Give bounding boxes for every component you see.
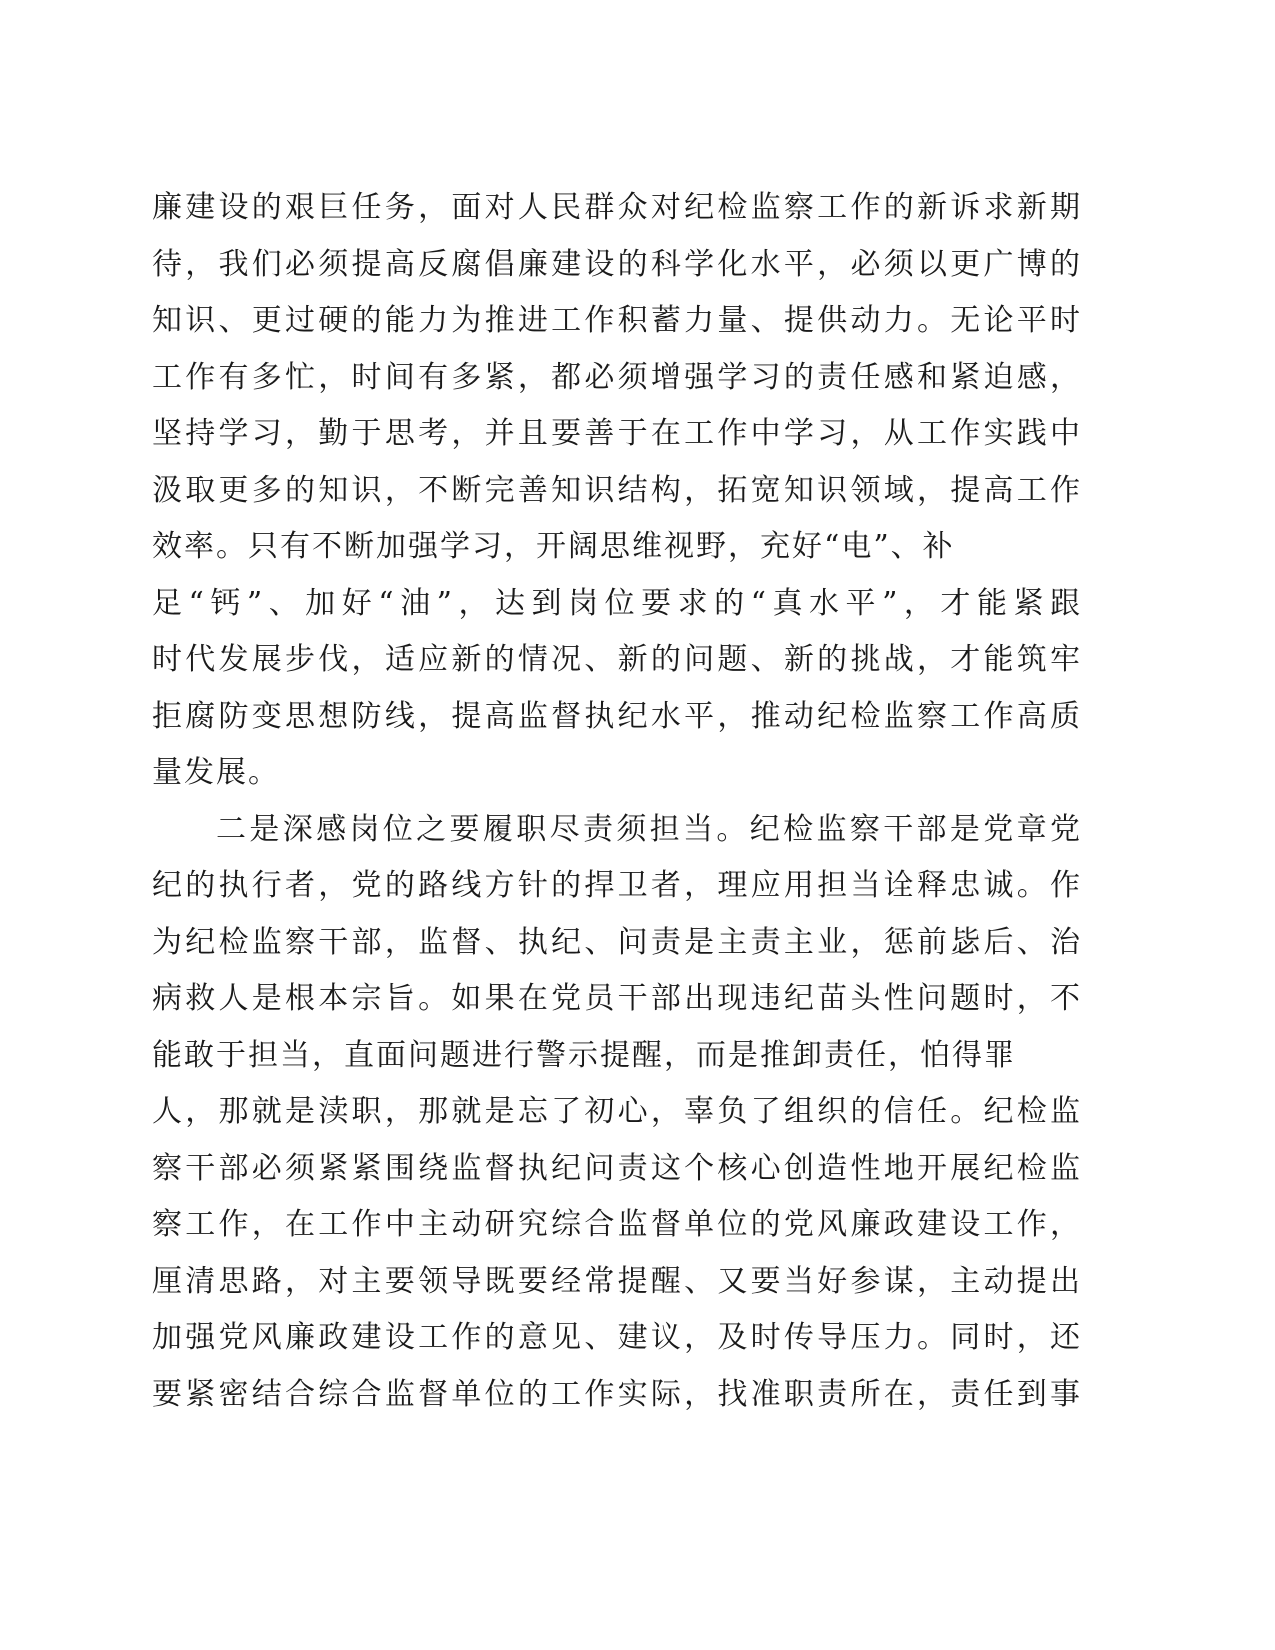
text-line: 察工作，在工作中主动研究综合监督单位的党风廉政建设工作，: [152, 1207, 1082, 1242]
text-line: 厘清思路，对主要领导既要经常提醒、又要当好参谋，主动提出: [152, 1263, 1082, 1299]
text-line: 时代发展步伐，适应新的情况、新的问题、新的挑战，才能筑牢: [152, 642, 1082, 677]
text-line: 为纪检监察干部，监督、执纪、问责是主责主业，惩前毖后、治: [152, 924, 1082, 960]
paragraph-1: [152, 180, 1082, 802]
text-line: 加强党风廉政建设工作的意见、建议，及时传导压力。同时，还: [152, 1320, 1082, 1355]
text-line: 人，那就是渎职，那就是忘了初心，辜负了组织的信任。纪检监: [152, 1094, 1082, 1129]
text-line: 汲取更多的知识，不断完善知识结构，拓宽知识领域，提高工作: [152, 472, 1082, 508]
text-line: 要紧密结合综合监督单位的工作实际，找准职责所在，责任到事: [152, 1376, 1082, 1412]
text-line: 廉建设的艰巨任务，面对人民群众对纪检监察工作的新诉求新期: [152, 190, 1082, 225]
text-line: 量发展。: [152, 755, 280, 790]
paragraph-2: [152, 802, 1082, 1424]
text-line: 察干部必须紧紧围绕监督执纪问责这个核心创造性地开展纪检监: [152, 1150, 1082, 1186]
text-line: 纪的执行者，党的路线方针的捍卫者，理应用担当诠释忠诚。作: [152, 868, 1082, 903]
text-line: 知识、更过硬的能力为推进工作积蓄力量、提供动力。无论平时: [152, 303, 1082, 338]
text-line: 工作有多忙，时间有多紧，都必须增强学习的责任感和紧迫感，: [152, 359, 1082, 395]
text-line: 二是深感岗位之要履职尽责须担当。纪检监察干部是党章党: [216, 811, 1082, 847]
body-text: [152, 180, 1082, 1423]
text-line: 坚持学习，勤于思考，并且要善于在工作中学习，从工作实践中: [152, 416, 1082, 451]
text-line: 待，我们必须提高反腐倡廉建设的科学化水平，必须以更广博的: [152, 246, 1082, 282]
text-line: 拒腐防变思想防线，提高监督执纪水平，推动纪检监察工作高质: [152, 698, 1082, 734]
text-line: 能敢于担当，直面问题进行警示提醒，而是推卸责任，怕得罪: [152, 1037, 1016, 1073]
text-line: 病救人是根本宗旨。如果在党员干部出现违纪苗头性问题时，不: [152, 981, 1082, 1016]
text-line: 效率。只有不断加强学习，开阔思维视野，充好“电”、补: [152, 529, 955, 564]
text-line: 足“钙”、加好“油”，达到岗位要求的“真水平”，才能紧跟: [152, 585, 1082, 621]
